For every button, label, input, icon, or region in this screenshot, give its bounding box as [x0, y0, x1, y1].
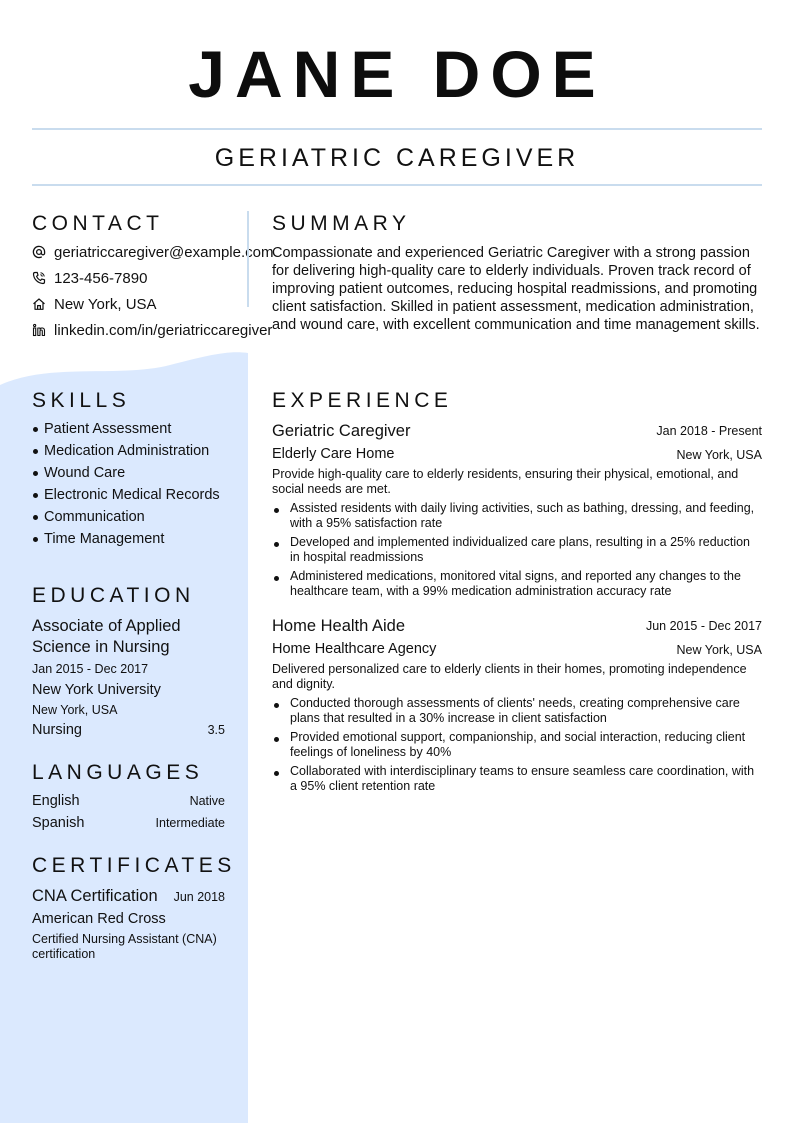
skill-item: Communication [32, 508, 232, 526]
job-company: Elderly Care Home [272, 446, 395, 462]
experience-heading: EXPERIENCE [272, 389, 453, 412]
languages-heading: LANGUAGES [32, 761, 204, 784]
job-location: New York, USA [676, 448, 762, 462]
contact-location [32, 293, 157, 315]
education-field-row [32, 721, 225, 739]
skill-item: Patient Assessment [32, 420, 232, 438]
job-dates: Jun 2015 - Dec 2017 [645, 619, 762, 633]
job-description: Provide high-quality care to elderly residents, ensuring their physical, emotional, and social needs are met. [272, 467, 739, 496]
skill-item: Medication Administration [32, 442, 232, 460]
language-level: Intermediate [155, 816, 225, 830]
skill-item: Wound Care [32, 464, 232, 482]
summary-heading: SUMMARY [272, 212, 411, 235]
column-divider [247, 211, 249, 307]
header-top-rule [32, 128, 762, 130]
certificate-date: Jun 2018 [173, 890, 225, 904]
job-bullet: Assisted residents with daily living activities, such as bathing, dressing, and feeding, with a 95% satisfaction rate [272, 501, 762, 531]
job-description: Delivered personalized care to elderly clients in their homes, promoting independence and dignity. [272, 662, 747, 691]
candidate-name: JANE DOE [188, 37, 606, 111]
education-location: New York, USA [32, 703, 118, 717]
job-title: Geriatric Caregiver [272, 422, 411, 440]
job-bullet: Developed and implemented individualized care plans, resulting in a 25% reduction in hospital readmissions [272, 535, 762, 565]
certificate-issuer: American Red Cross [32, 911, 166, 927]
job-bullets [272, 696, 762, 798]
job-bullet: Conducted thorough assessments of clients' needs, creating comprehensive care plans that resulted in a 30% increase in client satisfaction [272, 696, 762, 726]
certificates-heading: CERTIFICATES [32, 854, 236, 877]
at-icon [32, 245, 46, 259]
home-icon [32, 297, 46, 311]
job-title-header: GERIATRIC CAREGIVER [214, 144, 580, 172]
education-heading: EDUCATION [32, 584, 195, 607]
skills-heading: SKILLS [32, 389, 131, 412]
education-dates: Jan 2015 - Dec 2017 [32, 662, 149, 676]
contact-phone[interactable] [32, 267, 147, 289]
job-location: New York, USA [676, 643, 762, 657]
summary-text: Compassionate and experienced Geriatric Caregiver with a strong passion for delivering high-quality care to elderly individuals. Proven track record of improving patient outcomes, reducing hospital readmissions, and promoting client satisfaction. Skilled in patient assessment, medication administration, and wound care, with excellent communication and time management skills. [272, 245, 760, 333]
language-row [32, 792, 225, 810]
contact-location-text: New York, USA [54, 295, 157, 313]
skill-item: Electronic Medical Records [32, 486, 232, 504]
skills-list [32, 420, 232, 552]
linkedin-icon [32, 323, 46, 337]
contact-linkedin[interactable] [32, 319, 272, 341]
phone-icon [32, 271, 46, 285]
job-bullet: Provided emotional support, companionship, and social interaction, reducing client feelings of loneliness by 40% [272, 730, 762, 760]
skill-item: Time Management [32, 530, 232, 548]
certificate-row [32, 886, 225, 906]
contact-linkedin-text: linkedin.com/in/geriatriccaregiver [54, 321, 273, 339]
job-bullets [272, 501, 762, 603]
job-title: Home Health Aide [272, 617, 405, 635]
language-level: Native [189, 794, 225, 808]
job-bullet: Administered medications, monitored vital signs, and reported any changes to the healthcare team, with a 99% medication administration accuracy rate [272, 569, 762, 599]
job-company: Home Healthcare Agency [272, 641, 437, 657]
contact-email[interactable] [32, 241, 273, 263]
language-row [32, 814, 225, 832]
education-school: New York University [32, 682, 161, 698]
job-bullet: Collaborated with interdisciplinary teams to ensure seamless care coordination, with a 95% client retention rate [272, 764, 762, 794]
language-name: English [32, 793, 80, 809]
header-bottom-rule [32, 184, 762, 186]
job-dates: Jan 2018 - Present [656, 424, 762, 438]
certificate-name: CNA Certification [32, 887, 158, 905]
contact-heading: CONTACT [32, 212, 164, 235]
education-degree: Associate of Applied Science in Nursing [32, 617, 181, 656]
contact-email-text: geriatriccaregiver@example.com [54, 243, 274, 261]
contact-phone-text: 123-456-7890 [54, 269, 148, 287]
education-gpa: 3.5 [207, 723, 225, 737]
language-name: Spanish [32, 815, 85, 831]
education-field: Nursing [32, 722, 82, 738]
certificate-description: Certified Nursing Assistant (CNA) certification [32, 932, 217, 961]
